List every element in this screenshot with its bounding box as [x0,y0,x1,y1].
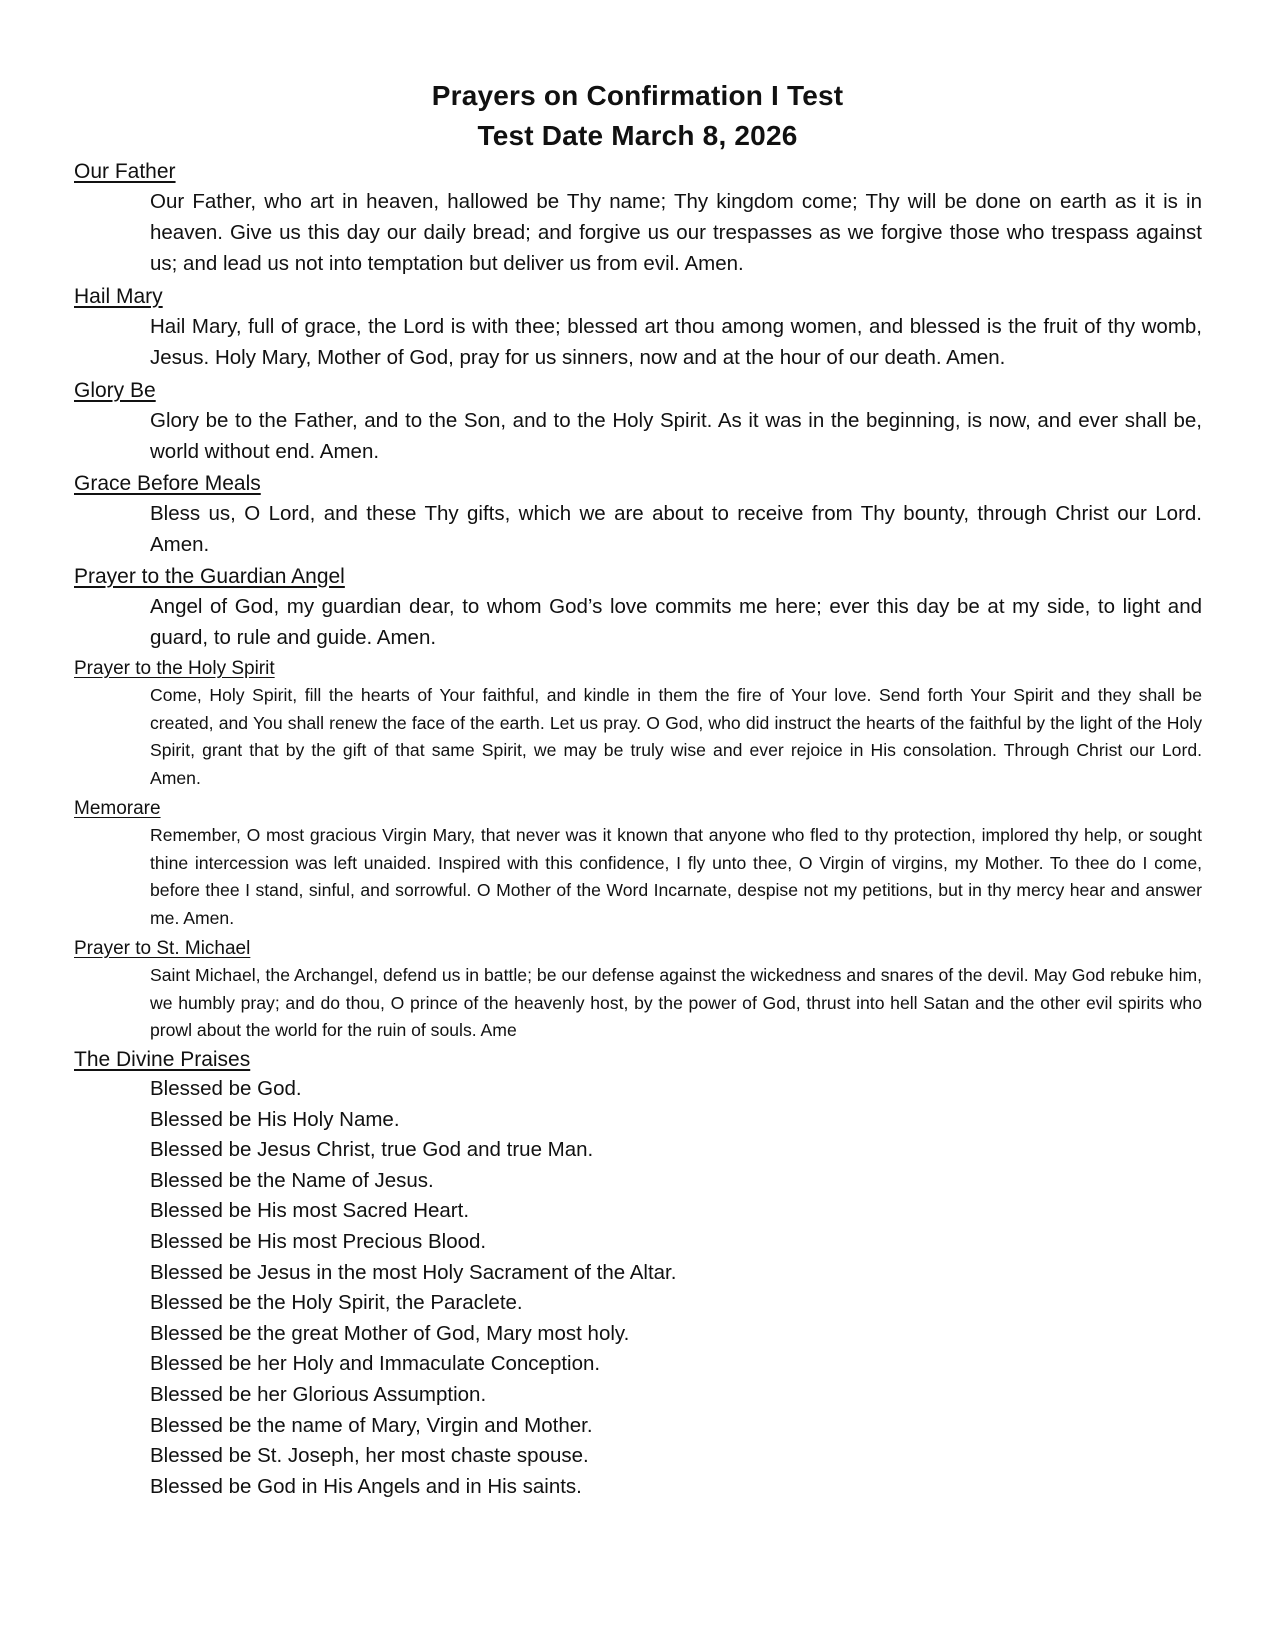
prayer-text: Come, Holy Spirit, fill the hearts of Your faithful, and kindle in them the fire of Your love. Send forth Your Spirit and they shall be created, and You shall renew the face of the earth. Let us pray. O God, who did instruct the hearts of the faithful by the light of the Holy Spirit, grant that by the gift of that same Spirit, we may be truly wise and ever rejoice in His consolation. Through Christ our Lord. Amen. [150,685,1202,788]
section-heading: Prayer to St. Michael [74,938,251,959]
prayer-our-father [74,158,1202,279]
test-date: Test Date March 8, 2026 [477,120,798,151]
prayer-memorare [74,796,1202,932]
praise-line: Blessed be her Glorious Assumption. [150,1382,487,1406]
prayer-holy-spirit [74,656,1202,792]
prayer-text: Glory be to the Father, and to the Son, and to the Holy Spirit. As it was in the beginning, is now, and ever shall be, world without end. Amen. [150,409,1202,463]
prayer-text: Angel of God, my guardian dear, to whom God’s love commits me here; ever this day be at my side, to light and guard, to rule and guide. Amen. [150,595,1202,649]
prayer-hail-mary [74,283,1202,373]
praise-line: Blessed be the great Mother of God, Mary most holy. [150,1321,630,1345]
prayer-glory-be [74,377,1202,467]
praise-line: Blessed be His most Precious Blood. [150,1229,487,1253]
praise-line: Blessed be Jesus in the most Holy Sacrament of the Altar. [150,1260,677,1284]
section-heading: Glory Be [74,379,156,402]
section-heading: Our Father [74,160,176,183]
prayer-st-michael [74,936,1202,1045]
praise-line: Blessed be the Name of Jesus. [150,1168,434,1192]
praise-line: Blessed be St. Joseph, her most chaste spouse. [150,1444,589,1468]
prayer-guardian-angel [74,563,1202,653]
divine-praises-section [74,1046,1202,1502]
section-heading: Grace Before Meals [74,472,261,495]
prayer-text: Our Father, who art in heaven, hallowed be Thy name; Thy kingdom come; Thy will be done on earth as it is in heaven. Give us this day our daily bread; and forgive us our trespasses as we forgive those who trespass against us; and lead us not into temptation but deliver us from evil. Amen. [150,190,1202,275]
praise-line: Blessed be the Holy Spirit, the Paraclete. [150,1291,523,1315]
section-heading: Prayer to the Guardian Angel [74,565,345,588]
praise-line: Blessed be Jesus Christ, true God and true Man. [150,1138,594,1162]
title-block [0,76,1275,156]
section-heading: Hail Mary [74,285,163,308]
praise-line: Blessed be her Holy and Immaculate Conception. [150,1352,601,1376]
prayer-text: Hail Mary, full of grace, the Lord is with thee; blessed art thou among women, and blessed is the fruit of thy womb, Jesus. Holy Mary, Mother of God, pray for us sinners, now and at the hour of our death. Amen. [150,315,1202,369]
praise-line: Blessed be His Holy Name. [150,1107,400,1131]
section-heading: Memorare [74,798,161,819]
prayer-text: Saint Michael, the Archangel, defend us in battle; be our defense against the wickedness and snares of the devil. May God rebuke him, we humbly pray; and do thou, O prince of the heavenly host, by the power of God, thrust into hell Satan and the other evil spirits who prowl about the world for the ruin of souls. Ame [150,965,1202,1040]
praise-line: Blessed be God. [150,1077,302,1100]
praise-line: Blessed be His most Sacred Heart. [150,1199,470,1223]
prayer-text: Remember, O most gracious Virgin Mary, that never was it known that anyone who fled to thy protection, implored thy help, or sought thine intercession was left unaided. Inspired with this confidence, I fly unto thee, O Virgin of virgins, my Mother. To thee do I come, before thee I stand, sinful, and sorrowful. O Mother of the Word Incarnate, despise not my petitions, but in thy mercy hear and answer me. Amen. [150,825,1202,928]
section-heading: Prayer to the Holy Spirit [74,658,275,679]
page-title: Prayers on Confirmation I Test [431,80,844,111]
section-heading: The Divine Praises [74,1048,251,1071]
prayer-grace-before-meals [74,470,1202,560]
praise-line: Blessed be God in His Angels and in His saints. [150,1474,582,1498]
praise-line: Blessed be the name of Mary, Virgin and Mother. [150,1413,593,1437]
prayer-text: Bless us, O Lord, and these Thy gifts, which we are about to receive from Thy bounty, through Christ our Lord. Amen. [150,502,1202,556]
